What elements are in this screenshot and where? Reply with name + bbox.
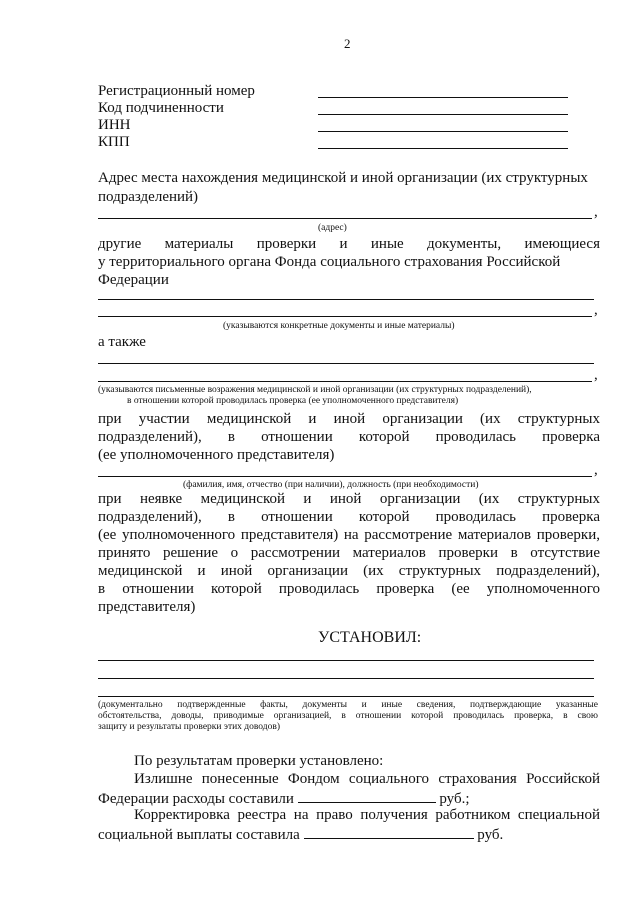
field-line-kpp[interactable] [318, 148, 568, 149]
materials-text-line1: другие материалы проверки и иные документы, имеющиеся [98, 236, 600, 252]
label-kpp: КПП [98, 134, 130, 150]
field-line-reg-number[interactable] [318, 97, 568, 98]
established-field-line1[interactable] [98, 660, 594, 661]
also-caption-line2: в отношении которой проводилась проверка (ее уполномоченного представителя) [127, 396, 459, 406]
results-registry-line2 [98, 824, 503, 845]
established-field-line2[interactable] [98, 678, 594, 679]
results-registry-line1: Корректировка реестра на право получения работником специальной [134, 807, 600, 823]
absence-text-line1: при неявке медицинской и иной организации (их структурных [98, 491, 600, 507]
also-caption-line1: (указываются письменные возражения медицинской и иной организации (их структурных подразделений), [98, 385, 532, 395]
absence-text-line2: подразделений), в отношении которой проводилась проверка [98, 509, 600, 525]
participation-text-line3: (ее уполномоченного представителя) [98, 447, 335, 463]
results-intro: По результатам проверки установлено: [134, 753, 384, 769]
participation-text-line2: подразделений), в отношении которой проводилась проверка [98, 429, 600, 445]
absence-text-line5: медицинской и иной организации (их структурных подразделений), [98, 563, 600, 579]
comma: , [594, 302, 598, 318]
materials-field-line2[interactable] [98, 316, 592, 317]
established-field-line3[interactable] [98, 696, 594, 697]
label-reg-number: Регистрационный номер [98, 83, 255, 99]
established-caption-line3: защиту и результаты проверки этих доводов) [98, 722, 281, 732]
materials-caption: (указываются конкретные документы и иные материалы) [223, 321, 455, 331]
participation-caption: (фамилия, имя, отчество (при наличии), должность (при необходимости) [183, 480, 479, 490]
participation-text-line1: при участии медицинской и иной организации (их структурных [98, 411, 600, 427]
absence-text-line7: представителя) [98, 599, 196, 615]
absence-text-line3: (ее уполномоченного представителя) на рассмотрение материалов проверки, [98, 527, 600, 543]
also-field-line1[interactable] [98, 363, 594, 364]
registry-amount-field[interactable] [304, 824, 474, 839]
also-field-line2[interactable] [98, 381, 592, 382]
registry-unit: руб. [477, 827, 504, 843]
address-caption: (адрес) [318, 223, 347, 233]
expense-label: Федерации расходы составили [98, 791, 294, 807]
comma: , [594, 204, 598, 220]
registry-label: социальной выплаты составила [98, 827, 300, 843]
page-number: 2 [344, 36, 351, 51]
materials-field-line1[interactable] [98, 299, 594, 300]
label-subordination-code: Код подчиненности [98, 100, 224, 116]
address-text-line2: подразделений) [98, 189, 199, 205]
address-text-line1: Адрес места нахождения медицинской и иной организации (их структурных [98, 170, 588, 186]
absence-text-line6: в отношении которой проводилась проверка (ее уполномоченного [98, 581, 600, 597]
also-label: а также [98, 334, 146, 350]
comma: , [594, 367, 598, 383]
materials-text-line2: у территориального органа Фонда социального страхования Российской [98, 254, 561, 270]
comma: , [594, 462, 598, 478]
expense-amount-field[interactable] [298, 788, 436, 803]
field-line-subordination-code[interactable] [318, 114, 568, 115]
established-caption-line1: (документально подтвержденные факты, документы и иные сведения, подтверждающие указанные [98, 700, 598, 710]
address-field-line[interactable] [98, 218, 592, 219]
label-inn: ИНН [98, 117, 131, 133]
established-heading: УСТАНОВИЛ: [318, 629, 422, 646]
participation-field-line[interactable] [98, 476, 592, 477]
materials-text-line3: Федерации [98, 272, 169, 288]
absence-text-line4: принято решение о рассмотрении материалов проверки в отсутствие [98, 545, 600, 561]
results-expense-line1: Излишне понесенные Фондом социального страхования Российской [134, 771, 600, 787]
established-caption-line2: обстоятельства, доводы, приводимые организацией, в отношении которой проводилась проверка, в свою [98, 711, 598, 721]
expense-unit: руб.; [439, 791, 470, 807]
field-line-inn[interactable] [318, 131, 568, 132]
